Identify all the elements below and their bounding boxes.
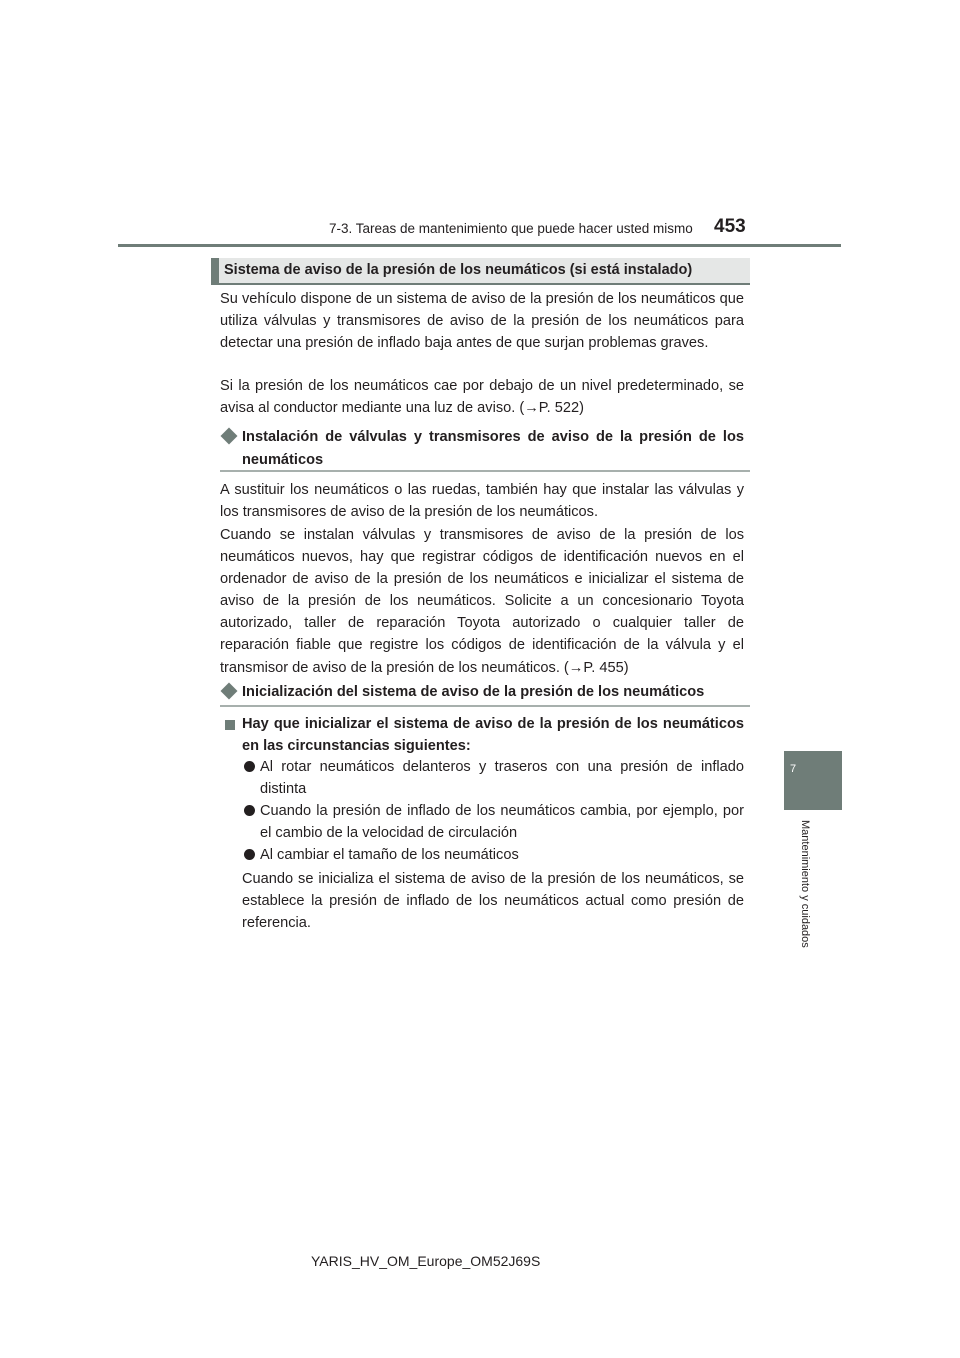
- subsection-divider: [220, 705, 750, 707]
- install-paragraph: A sustituir los neumáticos o las ruedas, también hay que instalar las válvulas y los transmisores de aviso de la presión de los neumáticos.: [220, 482, 744, 521]
- page-number: 453: [714, 216, 746, 237]
- item-heading: Hay que inicializar el sistema de aviso de la presión de los neumáticos en las circunstancias siguientes:: [242, 716, 744, 754]
- chapter-side-label: Mantenimiento y cuidados: [799, 820, 811, 948]
- subsection-divider: [220, 470, 750, 472]
- section-bar-accent: [211, 258, 219, 285]
- running-header: 7-3. Tareas de mantenimiento que puede hacer usted mismo: [329, 221, 693, 236]
- install-paragraph: Cuando se instalan válvulas y transmisores de aviso de la presión de los neumáticos nuevos, hay que registrar códigos de identificación nuevos en el ordenador de aviso de la presión de los neumáticos e inicializar el sistema de aviso de la presión de los neumáticos. Solicite a un concesionario Toyota autorizado, taller de reparación Toyota autorizado o cualquier taller de reparación fiable que registre los códigos de identificación de la válvula y el transmisor de aviso de la presión de los neumáticos. (→P. 455): [220, 527, 744, 676]
- chapter-tab: [784, 751, 842, 810]
- bullet-item: Cuando la presión de inflado de los neumáticos cambia, por ejemplo, por el cambio de la velocidad de circulación: [260, 803, 744, 842]
- header-divider: [118, 244, 841, 247]
- round-bullet-icon: [244, 805, 255, 816]
- bullet-item: Al cambiar el tamaño de los neumáticos: [260, 847, 519, 863]
- chapter-number: 7: [790, 763, 797, 775]
- square-bullet-icon: [225, 720, 235, 730]
- diamond-bullet-icon: [221, 683, 238, 700]
- section-title-bar: [211, 258, 750, 285]
- closing-paragraph: Cuando se inicializa el sistema de aviso de la presión de los neumáticos, se establece la presión de inflado de los neumáticos actual como presión de referencia.: [242, 871, 744, 932]
- section-title: Sistema de aviso de la presión de los neumáticos (si está instalado): [224, 262, 693, 278]
- subsection-heading-install: Instalación de válvulas y transmisores de aviso de la presión de los neumáticos: [242, 429, 744, 468]
- intro-paragraph: Su vehículo dispone de un sistema de aviso de la presión de los neumáticos que utiliza válvulas y transmisores de aviso de la presión de los neumáticos para detectar una presión de inflado baja antes de que surjan problemas graves.: [220, 291, 744, 352]
- subsection-heading-init: Inicialización del sistema de aviso de la presión de los neumáticos: [242, 684, 705, 700]
- document-code: YARIS_HV_OM_Europe_OM52J69S: [311, 1253, 541, 1269]
- round-bullet-icon: [244, 849, 255, 860]
- diamond-bullet-icon: [221, 428, 238, 445]
- bullet-item: Al rotar neumáticos delanteros y traseros con una presión de inflado distinta: [260, 759, 744, 798]
- intro-paragraph: Si la presión de los neumáticos cae por debajo de un nivel predeterminado, se avisa al conductor mediante una luz de aviso. (→P. 522): [220, 378, 744, 417]
- round-bullet-icon: [244, 761, 255, 772]
